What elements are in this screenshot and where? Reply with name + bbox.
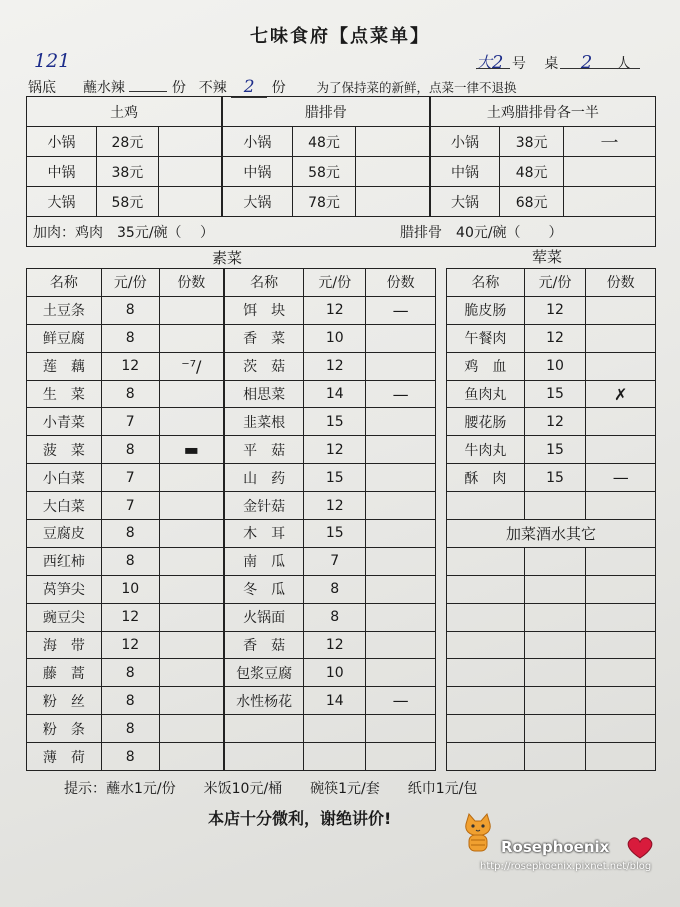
table-row: [27, 743, 436, 771]
price-cell: 15: [524, 464, 586, 492]
add-meat-chicken: 加肉：鸡肉 35元/碗（ ）: [27, 217, 293, 247]
price-cell: 10: [304, 324, 366, 352]
price-cell: 8: [101, 715, 159, 743]
blank-cell: [586, 687, 656, 715]
blank-cell: [586, 715, 656, 743]
table-row: [447, 436, 656, 464]
soup-group-title: 土鸡: [27, 97, 223, 127]
quantity-cell: [366, 492, 436, 520]
quantity-cell: [159, 687, 224, 715]
dish-name-cell: 香 菇: [224, 631, 304, 659]
table-row: [447, 464, 656, 492]
table-row: [27, 492, 436, 520]
dish-name-cell: 豆腐皮: [27, 520, 102, 548]
price-cell: 10: [304, 659, 366, 687]
table-row: [27, 296, 436, 324]
price-cell: 14: [304, 687, 366, 715]
quantity-cell: [159, 380, 224, 408]
quantity-cell: ⁻⁷/: [159, 352, 224, 380]
price-cell: 12: [304, 296, 366, 324]
table-row: [447, 520, 656, 548]
blank-cell: [447, 659, 525, 687]
quantity-cell: [586, 324, 656, 352]
dish-name-cell: 冬 瓜: [224, 575, 304, 603]
dish-name-cell: 鱼肉丸: [447, 380, 525, 408]
dish-name-cell: 南 瓜: [224, 547, 304, 575]
blank-cell: [524, 743, 586, 771]
blank-cell: [447, 492, 525, 520]
table-row: [27, 659, 436, 687]
price-cell: 8: [101, 436, 159, 464]
quantity-cell: —: [586, 464, 656, 492]
extra-items-title: 加菜酒水其它: [447, 520, 656, 548]
veg-section-title: 素菜: [212, 249, 243, 267]
quantity-cell: [159, 631, 224, 659]
dish-name-cell: 香 菜: [224, 324, 304, 352]
price-cell: 7: [101, 408, 159, 436]
price-cell: 8: [101, 687, 159, 715]
quantity-cell: [159, 603, 224, 631]
table-row: [27, 715, 436, 743]
table-row: [27, 408, 436, 436]
price-cell: [304, 715, 366, 743]
blank-cell: [524, 687, 586, 715]
blank-cell: [586, 492, 656, 520]
price-cell: 12: [101, 631, 159, 659]
dish-name-cell: 金针菇: [224, 492, 304, 520]
quantity-cell: [159, 492, 224, 520]
price-cell: 7: [304, 547, 366, 575]
quantity-cell: [366, 352, 436, 380]
price-cell: 12: [101, 352, 159, 380]
dish-name-cell: 生 菜: [27, 380, 102, 408]
price-cell: 15: [524, 436, 586, 464]
price-cell: 15: [304, 520, 366, 548]
dish-name-cell: [224, 743, 304, 771]
blank-cell: [524, 715, 586, 743]
blank-cell: [586, 631, 656, 659]
price-cell: 12: [304, 352, 366, 380]
price-cell: 12: [101, 603, 159, 631]
blank-cell: [447, 631, 525, 659]
blank-cell: [447, 715, 525, 743]
table-row: [447, 687, 656, 715]
blank-cell: [447, 687, 525, 715]
table-row: [447, 324, 656, 352]
footer-slogan: 本店十分微利，谢绝讲价!: [208, 809, 392, 828]
dish-name-cell: 火锅面: [224, 603, 304, 631]
add-meat-ribs: 腊排骨 40元/碗（ ）: [292, 217, 655, 247]
quantity-cell: [366, 603, 436, 631]
dish-name-cell: 莴笋尖: [27, 575, 102, 603]
table-row: [447, 296, 656, 324]
quantity-cell: ✗: [586, 380, 656, 408]
dish-name-cell: 菠 菜: [27, 436, 102, 464]
table-row: [447, 575, 656, 603]
price-cell: 8: [101, 659, 159, 687]
blank-cell: [586, 603, 656, 631]
quantity-cell: [366, 436, 436, 464]
price-cell: 15: [304, 408, 366, 436]
quantity-cell: [159, 575, 224, 603]
dish-name-cell: 大白菜: [27, 492, 102, 520]
price-cell: 12: [524, 408, 586, 436]
quantity-cell: ▬: [159, 436, 224, 464]
blank-cell: [524, 659, 586, 687]
dish-name-cell: [224, 715, 304, 743]
dish-name-cell: 土豆条: [27, 296, 102, 324]
table-row: [447, 743, 656, 771]
dish-name-cell: 木 耳: [224, 520, 304, 548]
price-cell: 15: [304, 464, 366, 492]
blank-cell: [586, 547, 656, 575]
table-row: [27, 687, 436, 715]
watermark-url: http://rosephoenix.pixnet.net/blog: [480, 861, 652, 872]
page-title: 七味食府【点菜单】: [250, 26, 430, 47]
dish-name-cell: 莲 藕: [27, 352, 102, 380]
price-cell: 10: [524, 352, 586, 380]
quantity-cell: [366, 575, 436, 603]
cat-icon: [460, 810, 496, 854]
table-row: [27, 631, 436, 659]
quantity-cell: —: [366, 687, 436, 715]
footer-tip: 提示：蘸水1元/份 米饭10元/桶 碗筷1元/套 纸巾1元/包: [64, 781, 478, 797]
table-row: [27, 352, 436, 380]
blank-cell: [524, 492, 586, 520]
price-cell: 8: [101, 743, 159, 771]
quantity-cell: [159, 324, 224, 352]
soup-base-table: 土鸡 腊排骨 土鸡腊排骨各一半 小锅 28元 小锅 48元 小锅 38元 一 中锅 38元 中锅 58元 中锅 48元 大锅 58元 大锅 78元 大锅 68元 加肉：鸡肉 35元/碗（ ） 腊排骨 40元/碗（ ）: [26, 96, 656, 247]
table-row: [447, 715, 656, 743]
dish-name-cell: 小青菜: [27, 408, 102, 436]
watermark-name: Rosephoenix: [501, 838, 610, 856]
blank-cell: [447, 603, 525, 631]
blank-cell: [586, 659, 656, 687]
quantity-cell: [366, 631, 436, 659]
table-row: [27, 464, 436, 492]
blank-cell: [586, 743, 656, 771]
dish-name-cell: 腰花肠: [447, 408, 525, 436]
quantity-cell: [366, 659, 436, 687]
dish-name-cell: 鸡 血: [447, 352, 525, 380]
dish-name-cell: 茨 菇: [224, 352, 304, 380]
price-cell: 8: [304, 575, 366, 603]
table-row: [447, 380, 656, 408]
blank-cell: [524, 575, 586, 603]
dish-name-cell: 包浆豆腐: [224, 659, 304, 687]
table-row: [447, 408, 656, 436]
price-cell: 8: [101, 520, 159, 548]
table-row: [447, 492, 656, 520]
price-cell: 7: [101, 492, 159, 520]
quantity-cell: [159, 659, 224, 687]
quantity-cell: [366, 743, 436, 771]
dish-name-cell: 山 药: [224, 464, 304, 492]
table-number-line: 大2 号 桌 2 人: [476, 52, 631, 73]
dish-name-cell: 西红柿: [27, 547, 102, 575]
dish-name-cell: 酥 肉: [447, 464, 525, 492]
price-cell: 8: [304, 603, 366, 631]
blank-cell: [524, 547, 586, 575]
price-cell: 14: [304, 380, 366, 408]
dish-name-cell: 水性杨花: [224, 687, 304, 715]
dish-name-cell: 相思菜: [224, 380, 304, 408]
blank-cell: [447, 743, 525, 771]
quantity-cell: [159, 547, 224, 575]
table-row: [27, 603, 436, 631]
soup-group-title: 腊排骨: [222, 97, 430, 127]
quantity-cell: [586, 408, 656, 436]
dish-name-cell: 脆皮肠: [447, 296, 525, 324]
table-row: [27, 520, 436, 548]
dish-name-cell: 薄 荷: [27, 743, 102, 771]
dish-name-cell: 豌豆尖: [27, 603, 102, 631]
heart-icon: [626, 836, 654, 860]
dish-name-cell: 海 带: [27, 631, 102, 659]
price-cell: 12: [524, 296, 586, 324]
quantity-cell: [366, 464, 436, 492]
table-row: [447, 659, 656, 687]
table-row: [27, 436, 436, 464]
dish-name-cell: 鲜豆腐: [27, 324, 102, 352]
price-cell: 8: [101, 547, 159, 575]
price-cell: 8: [101, 296, 159, 324]
blank-cell: [524, 603, 586, 631]
table-row: [447, 631, 656, 659]
table-row: [27, 380, 436, 408]
quantity-cell: [159, 743, 224, 771]
quantity-cell: [586, 352, 656, 380]
price-cell: [304, 743, 366, 771]
table-row: [447, 547, 656, 575]
dish-name-cell: 韭菜根: [224, 408, 304, 436]
price-cell: 8: [101, 380, 159, 408]
price-cell: 12: [304, 436, 366, 464]
quantity-cell: [366, 547, 436, 575]
veg-table: 名称 元/份 份数 名称 元/份 份数 土豆条 8 饵 块 12 — 鲜豆腐 8 香 菜 10 莲 藕 12 ⁻⁷/ 茨 菇 12 生 菜 8 相思菜 14 — 小青菜 7 韭菜根 15 菠 菜 8 ▬ 平 菇 12 小白菜 7 山 药 15 大白菜 7 金针菇 12 豆腐皮 8 木 耳 15 西红柿 8 南 瓜 7 莴笋尖 10 冬 瓜 8 豌豆尖 12 火锅面 8 海 带 12 香 菇 12 藤 蒿 8 包浆豆腐 10 粉 丝 8 水性杨花 14 — 粉 条 8 薄 荷 8: [26, 268, 436, 771]
handwritten-mark: 一: [564, 127, 656, 157]
quantity-cell: [586, 296, 656, 324]
dish-name-cell: 粉 条: [27, 715, 102, 743]
table-row: [27, 575, 436, 603]
quantity-cell: [366, 324, 436, 352]
price-cell: 7: [101, 464, 159, 492]
quantity-cell: [159, 464, 224, 492]
blank-cell: [447, 575, 525, 603]
soup-group-title: 土鸡腊排骨各一半: [430, 97, 656, 127]
quantity-cell: [366, 408, 436, 436]
table-row: [27, 324, 436, 352]
quantity-cell: [366, 520, 436, 548]
blank-cell: [586, 575, 656, 603]
price-cell: 12: [304, 631, 366, 659]
table-row: [447, 352, 656, 380]
price-cell: 12: [304, 492, 366, 520]
quantity-cell: [366, 715, 436, 743]
blank-cell: [524, 631, 586, 659]
quantity-cell: [159, 715, 224, 743]
blank-cell: [447, 547, 525, 575]
quantity-cell: —: [366, 296, 436, 324]
dish-name-cell: 粉 丝: [27, 687, 102, 715]
dish-name-cell: 平 菇: [224, 436, 304, 464]
table-row: [27, 547, 436, 575]
quantity-cell: —: [366, 380, 436, 408]
quantity-cell: [159, 520, 224, 548]
table-row: [447, 603, 656, 631]
price-cell: 10: [101, 575, 159, 603]
quantity-cell: [159, 296, 224, 324]
price-cell: 8: [101, 324, 159, 352]
pot-base-line: 锅底 蘸水辣 份 不辣 2 份 为了保持菜的新鲜，点菜一律不退换: [28, 77, 517, 97]
order-number: 121: [34, 50, 71, 72]
price-cell: 12: [524, 324, 586, 352]
dish-name-cell: 藤 蒿: [27, 659, 102, 687]
quantity-cell: [159, 408, 224, 436]
meat-table: 名称 元/份 份数 脆皮肠 12 午餐肉 12 鸡 血 10 鱼肉丸 15 ✗ 腰花肠 12 牛肉丸 15 酥 肉 15 — 加菜酒水其它: [446, 268, 656, 771]
dish-name-cell: 小白菜: [27, 464, 102, 492]
dish-name-cell: 午餐肉: [447, 324, 525, 352]
price-cell: 15: [524, 380, 586, 408]
quantity-cell: [586, 436, 656, 464]
dish-name-cell: 饵 块: [224, 296, 304, 324]
dish-name-cell: 牛肉丸: [447, 436, 525, 464]
meat-section-title: 荤菜: [532, 248, 563, 266]
